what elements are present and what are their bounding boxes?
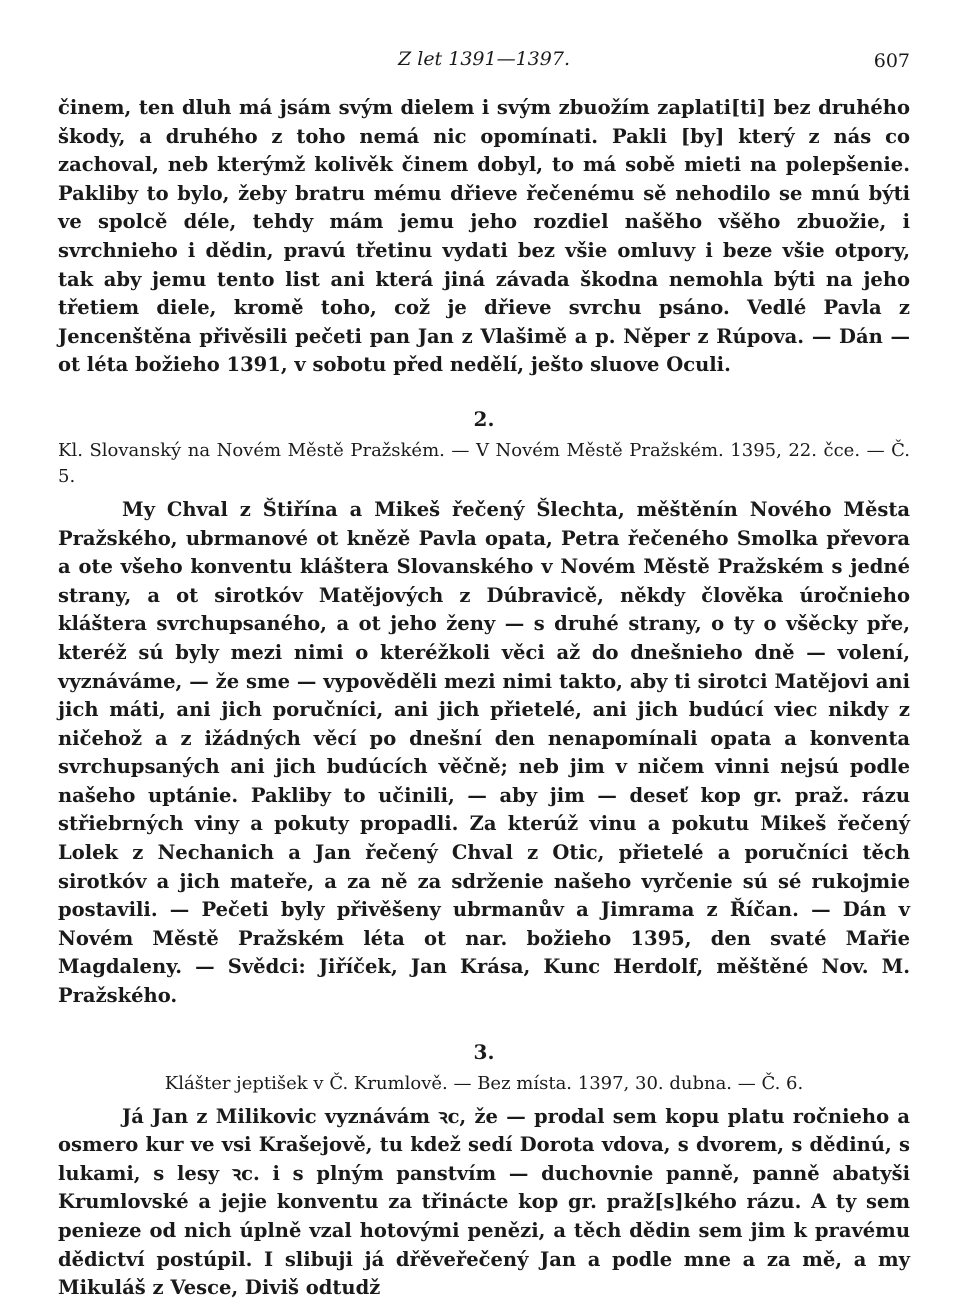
document-page [58, 44, 910, 1303]
running-head [58, 44, 910, 74]
page-number: 607 [873, 50, 910, 72]
document-header: Klášter jeptišek v Č. Krumlově. — Bez místa. 1397, 30. dubna. — Č. 6. [164, 1072, 804, 1094]
continuation-paragraph: činem, ten dluh má jsám svým dielem i svým zbuožím zaplati[ti] bez druhého škody, a druhého z toho nemá nic opomínati. Pakli [by] který z nás co zachoval, neb kterýmž kolivěk činem dobyl, to má sobě mieti na polepšenie. Pakliby to bylo, žeby bratru mému dřieve řečenému sě nehodilo se mnú býti ve spolcě déle, tehdy mám jemu jeho rozdiel našěho všěho zbuožie, i svrchnieho i dědin, pravú třetinu vydati bez všie omluvy i beze všie otpory, tak aby jemu tento list ani která jiná závada škodna nemohla býti na jeho třetiem diele, kromě toho, což je dřieve svrchu psáno. Vedlé Pavla z Jencenštěna přivěsili pečeti pan Jan z Vlašimě a p. Něper z Rúpova. — Dán — ot léta božieho 1391, v sobotu před nedělí, ješto sluove Oculi. [58, 96, 910, 377]
document-number: 2. [473, 406, 495, 431]
running-title: Z let 1391—1397. [398, 48, 570, 70]
document-header: Kl. Slovanský na Novém Městě Pražském. — V Novém Městě Pražském. 1395, 22. čce. — Č. 5. [58, 439, 910, 487]
document-body: My Chval z Štiřína a Mikeš řečený Šlechta, měštěnín Nového Města Pražského, ubrmanové ot knězě Pavla opata, Petra řečeného Smolka převora a ote všeho konventu kláštera Slovanského v Novém Městě Pražském s jedné strany, a ot sirotkóv Matějových z Dúbravicě, někdy člověka úročnieho kláštera svrchupsaného, a ot jeho ženy — s druhé strany, o ty o všěcky pře, kteréž sú byly mezi nimi o kteréžkoli věci až do dnešnieho dně — volení, vyznáváme, — že sme — vypověděli mezi nimi takto, aby ti sirotci Matějovi ani jich máti, ani jich poručníci, ani jich přietelé, ani jich budúcí viec nikdy z ničehož a z ižádných věcí po dnešní den nenapomínali opata a konventa svrchupsaných ani jich budúcích věčně; neb jim v ničem vinni nejsú podle našeho uptánie. Pakliby to učinili, — aby jim — deseť kop gr. praž. rázu střiebrných viny a pokuty propadli. Za kterúž vinu a pokutu Mikeš řečený Lolek z Nechanich a Jan řečený Chval z Otic, přietelé a poručníci těch sirotkóv a jich mateře, a za ně za sdrženie našeho vyrčenie sú sé rukojmie postavili. — Pečeti byly přivěšeny ubrmanův a Jimrama z Říčan. — Dán v Novém Městě Pražském léta ot nar. božieho 1395, den svaté Mařie Magdaleny. — Svědci: Jiříček, Jan Krása, Kunc Herdolf, měštěné Nov. M. Pražského. [58, 497, 910, 1008]
document-body: Já Jan z Milikovic vyznávám ꝛc, že — prodal sem kopu platu ročnieho a osmero kur ve vsi Krašejově, tu kdež sedí Dorota vdova, s dvorem, s dědinú, s lukami, s lesy ꝛc. i s plným panstvím — duchovnie panně, panně abatyši Krumlovské a jejie konventu za třinácte kop gr. praž[s]kého rázu. A ty sem penieze od nich úplně vzal hotovými penězi, a těch dědin sem jim k pravému dědictví postúpil. I slibuji já dřěveřečený Jan a podle mne a za mě, a my Mikuláš z Vesce, Diviš odtudž [58, 1104, 910, 1300]
document-number: 3. [473, 1039, 495, 1064]
